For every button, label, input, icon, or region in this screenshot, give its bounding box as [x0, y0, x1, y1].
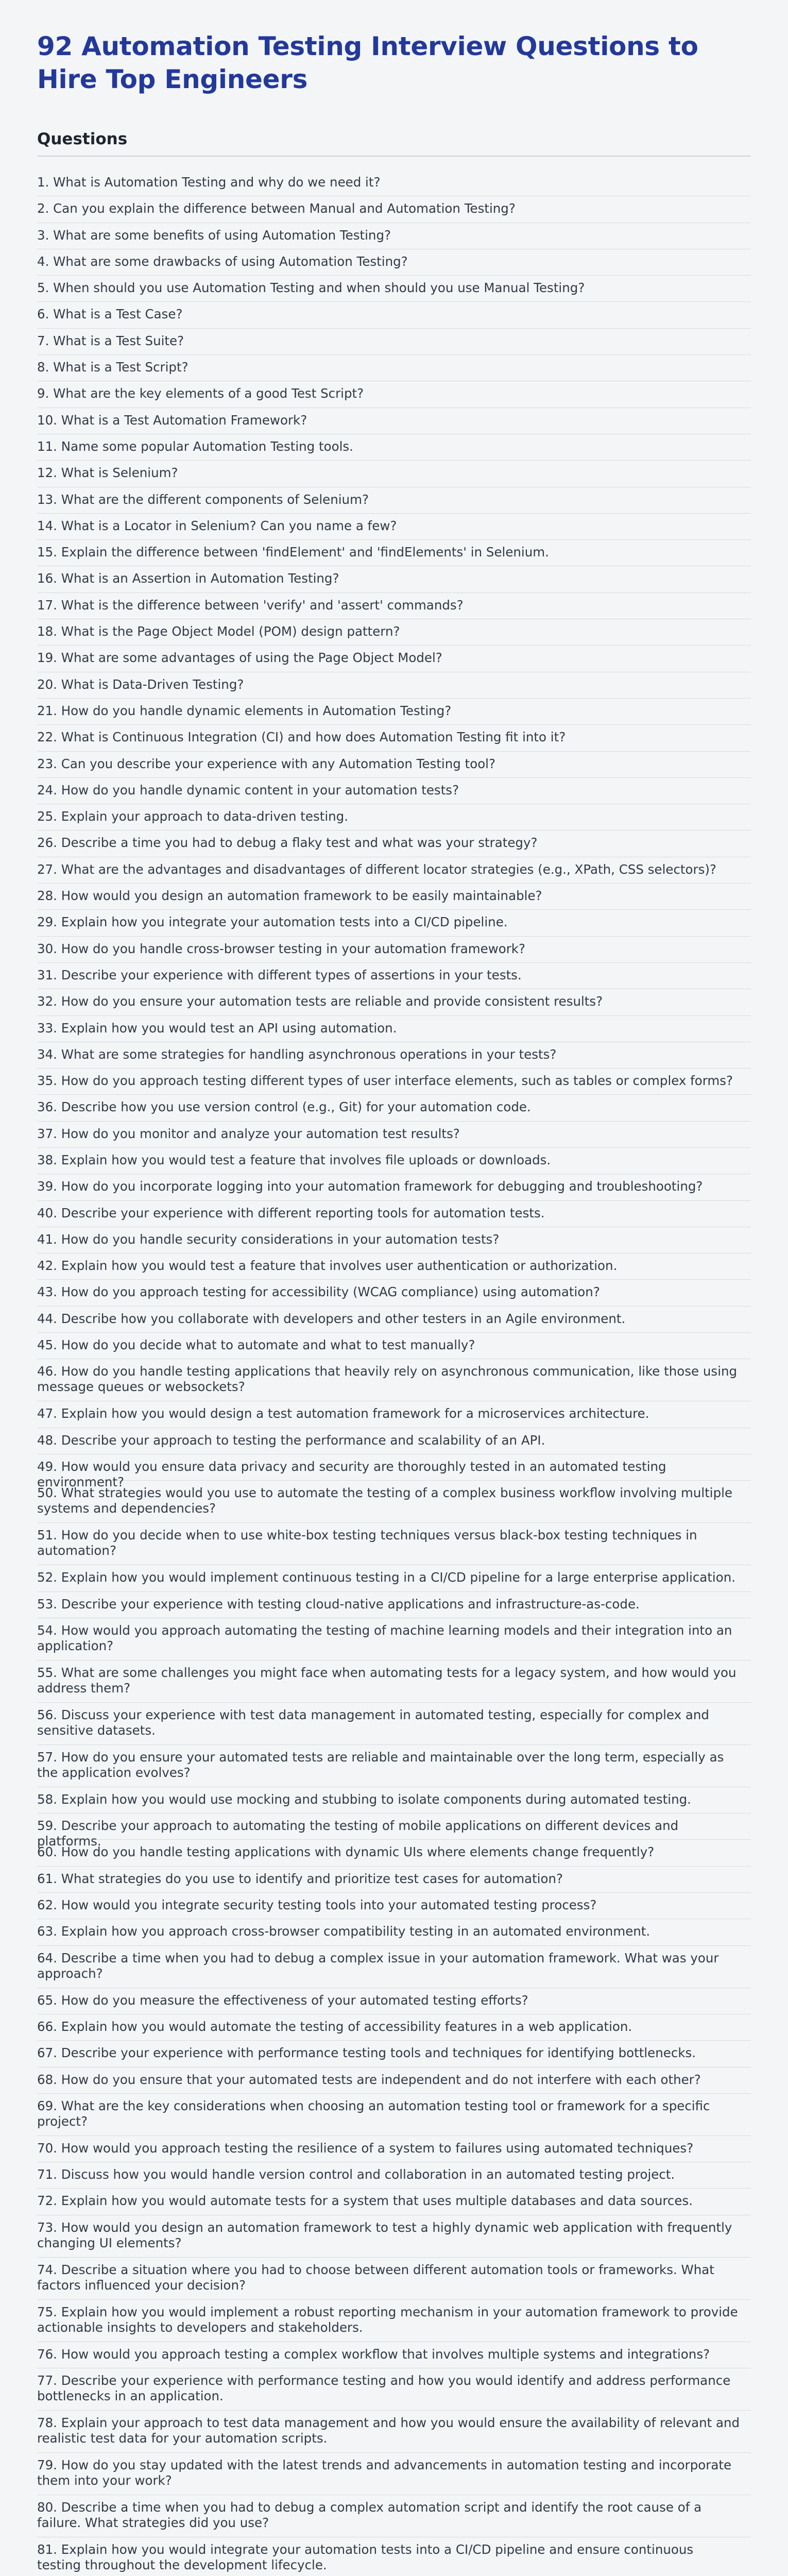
- question-item: 80. Describe a time when you had to debug a complex automation script and identify the root cause of a failure. What strategies did you use?: [37, 2495, 751, 2537]
- question-item: 69. What are the key considerations when choosing an automation testing tool or framework for a specific project?: [37, 2094, 751, 2136]
- question-item: 10. What is a Test Automation Framework?: [37, 408, 751, 434]
- question-item: 11. Name some popular Automation Testing tools.: [37, 434, 751, 461]
- question-item: 76. How would you approach testing a complex workflow that involves multiple systems and integrations?: [37, 2342, 751, 2368]
- question-item: 72. Explain how you would automate tests for a system that uses multiple databases and data sources.: [37, 2189, 751, 2215]
- question-item: 18. What is the Page Object Model (POM) design pattern?: [37, 619, 751, 646]
- question-item: 37. How do you monitor and analyze your automation test results?: [37, 1122, 751, 1148]
- question-item: 9. What are the key elements of a good Test Script?: [37, 381, 751, 408]
- question-item: 36. Describe how you use version control (e.g., Git) for your automation code.: [37, 1095, 751, 1121]
- question-item: 63. Explain how you approach cross-browser compatibility testing in an automated environment.: [37, 1919, 751, 1945]
- question-item: 31. Describe your experience with different types of assertions in your tests.: [37, 963, 751, 989]
- page-title: 92 Automation Testing Interview Questions to Hire Top Engineers: [37, 31, 698, 94]
- question-item: 53. Describe your experience with testing cloud-native applications and infrastructure-as-code.: [37, 1592, 751, 1618]
- question-item: 79. How do you stay updated with the latest trends and advancements in automation testing and incorporate them into your work?: [37, 2453, 751, 2495]
- question-item: 50. What strategies would you use to automate the testing of a complex business workflow involving multiple systems and dependencies?: [37, 1481, 751, 1523]
- question-item: 77. Describe your experience with performance testing and how you would identify and address performance bottlenecks in an application.: [37, 2368, 751, 2411]
- question-item: 32. How do you ensure your automation tests are reliable and provide consistent results?: [37, 989, 751, 1015]
- question-item: 78. Explain your approach to test data management and how you would ensure the availability of relevant and realistic test data for your automation scripts.: [37, 2411, 751, 2453]
- question-item: 47. Explain how you would design a test automation framework for a microservices architecture.: [37, 1401, 751, 1428]
- question-item: 51. How do you decide when to use white-box testing techniques versus black-box testing techniques in automation?: [37, 1523, 751, 1565]
- question-item: 57. How do you ensure your automated tests are reliable and maintainable over the long term, especially as the application evolves?: [37, 1745, 751, 1787]
- section-heading: Questions: [37, 130, 751, 157]
- question-item: 45. How do you decide what to automate and what to test manually?: [37, 1333, 751, 1359]
- question-item: 30. How do you handle cross-browser testing in your automation framework?: [37, 937, 751, 963]
- question-item: 49. How would you ensure data privacy and security are thoroughly tested in an automated testing environment?: [37, 1454, 751, 1481]
- question-item: 60. How do you handle testing applications with dynamic UIs where elements change frequently?: [37, 1840, 751, 1866]
- question-item: 34. What are some strategies for handling asynchronous operations in your tests?: [37, 1042, 751, 1069]
- question-item: 8. What is a Test Script?: [37, 355, 751, 381]
- question-item: 46. How do you handle testing applications that heavily rely on asynchronous communication, like those using message queues or websockets?: [37, 1359, 751, 1401]
- question-item: 35. How do you approach testing different types of user interface elements, such as tables or complex forms?: [37, 1069, 751, 1095]
- question-item: 4. What are some drawbacks of using Automation Testing?: [37, 249, 751, 276]
- question-item: 20. What is Data-Driven Testing?: [37, 672, 751, 699]
- question-item: 21. How do you handle dynamic elements in Automation Testing?: [37, 699, 751, 725]
- question-item: 22. What is Continuous Integration (CI) and how does Automation Testing fit into it?: [37, 725, 751, 751]
- question-item: 55. What are some challenges you might face when automating tests for a legacy system, and how would you address them?: [37, 1660, 751, 1703]
- question-item: 25. Explain your approach to data-driven testing.: [37, 804, 751, 831]
- question-item: 28. How would you design an automation framework to be easily maintainable?: [37, 884, 751, 910]
- question-item: 5. When should you use Automation Testing and when should you use Manual Testing?: [37, 276, 751, 302]
- question-item: 43. How do you approach testing for accessibility (WCAG compliance) using automation?: [37, 1280, 751, 1306]
- question-item: 58. Explain how you would use mocking and stubbing to isolate components during automated testing.: [37, 1787, 751, 1814]
- question-item: 67. Describe your experience with performance testing tools and techniques for identifying bottlenecks.: [37, 2041, 751, 2067]
- question-item: 14. What is a Locator in Selenium? Can you name a few?: [37, 514, 751, 540]
- question-item: 75. Explain how you would implement a robust reporting mechanism in your automation framework to provide actionable insights to developers and stakeholders.: [37, 2300, 751, 2342]
- question-item: 65. How do you measure the effectiveness of your automated testing efforts?: [37, 1988, 751, 2014]
- question-item: 24. How do you handle dynamic content in your automation tests?: [37, 778, 751, 804]
- question-item: 33. Explain how you would test an API using automation.: [37, 1016, 751, 1042]
- question-item: 54. How would you approach automating the testing of machine learning models and their integration into an application?: [37, 1618, 751, 1660]
- question-item: 38. Explain how you would test a feature that involves file uploads or downloads.: [37, 1148, 751, 1174]
- question-item: 6. What is a Test Case?: [37, 302, 751, 328]
- question-item: 1. What is Automation Testing and why do we need it?: [37, 170, 751, 196]
- question-item: 44. Describe how you collaborate with developers and other testers in an Agile environment.: [37, 1307, 751, 1333]
- question-item: 52. Explain how you would implement continuous testing in a CI/CD pipeline for a large enterprise application.: [37, 1565, 751, 1591]
- question-item: 13. What are the different components of Selenium?: [37, 487, 751, 514]
- question-item: 23. Can you describe your experience with any Automation Testing tool?: [37, 752, 751, 778]
- question-item: 56. Discuss your experience with test data management in automated testing, especially for complex and sensitive datasets.: [37, 1703, 751, 1745]
- question-item: 73. How would you design an automation framework to test a highly dynamic web application with frequently changing UI elements?: [37, 2215, 751, 2258]
- question-item: 59. Describe your approach to automating the testing of mobile applications on different devices and platforms.: [37, 1814, 751, 1840]
- question-item: 39. How do you incorporate logging into your automation framework for debugging and troubleshooting?: [37, 1174, 751, 1200]
- questions-list: [37, 170, 751, 2576]
- question-item: 66. Explain how you would automate the testing of accessibility features in a web application.: [37, 2014, 751, 2041]
- question-item: 61. What strategies do you use to identify and prioritize test cases for automation?: [37, 1867, 751, 1893]
- question-item: 71. Discuss how you would handle version control and collaboration in an automated testing project.: [37, 2162, 751, 2189]
- question-item: 17. What is the difference between 'verify' and 'assert' commands?: [37, 593, 751, 619]
- question-item: 15. Explain the difference between 'findElement' and 'findElements' in Selenium.: [37, 540, 751, 566]
- question-item: 41. How do you handle security considerations in your automation tests?: [37, 1227, 751, 1253]
- question-item: 68. How do you ensure that your automated tests are independent and do not interfere with each other?: [37, 2067, 751, 2094]
- question-item: 2. Can you explain the difference between Manual and Automation Testing?: [37, 196, 751, 223]
- question-item: 70. How would you approach testing the resilience of a system to failures using automated techniques?: [37, 2136, 751, 2162]
- question-item: 16. What is an Assertion in Automation Testing?: [37, 566, 751, 592]
- question-item: 3. What are some benefits of using Automation Testing?: [37, 223, 751, 249]
- question-item: 74. Describe a situation where you had to choose between different automation tools or frameworks. What factors influenced your decision?: [37, 2258, 751, 2300]
- question-item: 81. Explain how you would integrate your automation tests into a CI/CD pipeline and ensure continuous testing throughout the development lifecycle.: [37, 2537, 751, 2576]
- question-item: 12. What is Selenium?: [37, 461, 751, 487]
- question-item: 26. Describe a time you had to debug a flaky test and what was your strategy?: [37, 831, 751, 857]
- question-item: 27. What are the advantages and disadvantages of different locator strategies (e.g., XPath, CSS selectors)?: [37, 857, 751, 884]
- question-item: 64. Describe a time when you had to debug a complex issue in your automation framework. What was your approach?: [37, 1946, 751, 1988]
- question-item: 42. Explain how you would test a feature that involves user authentication or authorization.: [37, 1253, 751, 1280]
- question-item: 62. How would you integrate security testing tools into your automated testing process?: [37, 1893, 751, 1919]
- question-item: 19. What are some advantages of using the Page Object Model?: [37, 646, 751, 672]
- question-item: 48. Describe your approach to testing the performance and scalability of an API.: [37, 1428, 751, 1454]
- question-item: 7. What is a Test Suite?: [37, 329, 751, 355]
- question-item: 29. Explain how you integrate your automation tests into a CI/CD pipeline.: [37, 910, 751, 936]
- question-item: 40. Describe your experience with different reporting tools for automation tests.: [37, 1201, 751, 1227]
